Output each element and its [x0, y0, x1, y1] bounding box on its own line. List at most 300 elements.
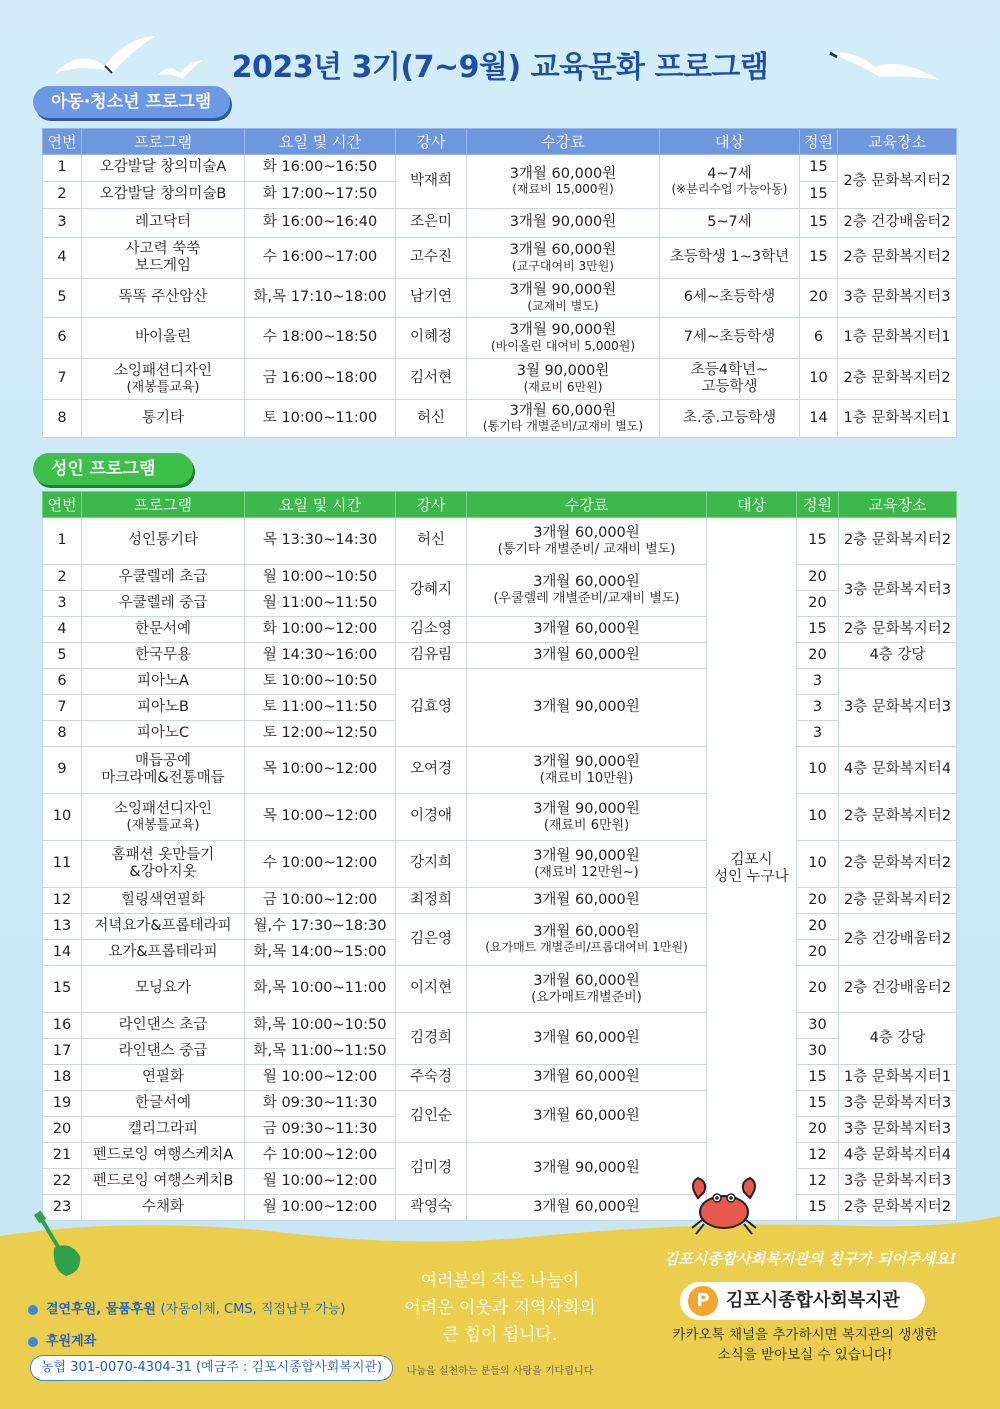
row-number: 10: [43, 794, 82, 841]
kids-section-label: 아동·청소년 프로그램: [33, 86, 230, 118]
adult-program-table: [42, 491, 957, 1221]
schedule: 화,목 17:10~18:00: [245, 279, 396, 318]
fee-amount: 3개월 90,000원: [509, 282, 617, 299]
program-name: 한문서예: [82, 617, 245, 643]
capacity: 3: [797, 695, 839, 721]
schedule: 월 11:00~11:50: [245, 591, 396, 617]
teacher: 곽영숙: [396, 1195, 467, 1221]
row-number: 5: [43, 279, 82, 318]
program-name: 똑똑 주산암산: [82, 279, 245, 318]
fee: [467, 359, 660, 400]
schedule: 화,목 10:00~11:00: [245, 966, 396, 1013]
teacher: 박재희: [396, 155, 467, 209]
program-name: 저녁요가&프롭테라피: [82, 914, 245, 940]
kakao-desc-line1: 카카오톡 채널을 추가하시면 복지관의 생생한: [672, 1327, 938, 1343]
program-name: [82, 238, 245, 279]
program-line2: 보드게임: [134, 258, 192, 274]
capacity: 20: [797, 591, 839, 617]
fee: [467, 400, 660, 438]
row-number: 17: [43, 1039, 82, 1065]
message-line1: 여러분의 작은 나눔이: [420, 1271, 580, 1291]
header-cell: 대상: [660, 129, 800, 155]
fee: [467, 914, 707, 966]
bullet-dot-icon: [28, 1305, 38, 1315]
program-name: [82, 794, 245, 841]
kakao-p-icon: P: [688, 1286, 718, 1316]
table-row: [43, 841, 957, 888]
program-name: 연필화: [82, 1065, 245, 1091]
fee-amount: 3개월 60,000원: [533, 574, 640, 590]
place: 2층 문화복지터2: [839, 888, 957, 914]
schedule: 수 16:00~17:00: [245, 238, 396, 279]
row-number: 7: [43, 695, 82, 721]
program-name: 한국무용: [82, 643, 245, 669]
teacher: 강혜지: [396, 565, 467, 617]
row-number: 3: [43, 591, 82, 617]
teacher: 고수진: [396, 238, 467, 279]
program-name: 피아노A: [82, 669, 245, 695]
program-name: [82, 747, 245, 794]
teacher: 김미경: [396, 1143, 467, 1195]
row-number: 9: [43, 747, 82, 794]
table-row: [43, 565, 957, 591]
header-cell: 요일 및 시간: [245, 129, 396, 155]
schedule: 화 16:00~16:50: [245, 155, 396, 182]
program-name: [82, 841, 245, 888]
place: 2층 건강배움터2: [838, 209, 957, 238]
row-number: 4: [43, 617, 82, 643]
teacher: 이경애: [396, 794, 467, 841]
target: [660, 359, 800, 400]
header-cell: 연번: [43, 129, 82, 155]
program-line2: &강아지옷: [129, 864, 197, 880]
schedule: 화 17:00~17:50: [245, 182, 396, 209]
schedule: 화,목 10:00~10:50: [245, 1013, 396, 1039]
capacity: 20: [797, 1117, 839, 1143]
program-line2: 마크라메&전통매듭: [101, 770, 225, 786]
capacity: 20: [800, 279, 838, 318]
row-number: 16: [43, 1013, 82, 1039]
fee: 3개월 90,000원: [467, 209, 660, 238]
schedule: 토 10:00~11:00: [245, 400, 396, 438]
capacity: 15: [797, 617, 839, 643]
row-number: 12: [43, 888, 82, 914]
teacher: 김경희: [396, 1013, 467, 1065]
row-number: 2: [43, 565, 82, 591]
row-number: 20: [43, 1117, 82, 1143]
fee: 3개월 60,000원: [467, 1195, 707, 1221]
fee-amount: 3개월 90,000원: [509, 322, 617, 339]
target: 초.중.고등학생: [660, 400, 800, 438]
support-note: (자동이체, CMS, 직접납부 가능): [160, 1302, 346, 1317]
header-cell: 정원: [800, 129, 838, 155]
row-number: 18: [43, 1065, 82, 1091]
place: 4층 문화복지터4: [839, 1143, 957, 1169]
capacity: 20: [797, 966, 839, 1013]
account-line: [28, 1330, 96, 1349]
teacher: 강지희: [396, 841, 467, 888]
fee: [467, 565, 707, 617]
header-cell: 연번: [43, 492, 82, 518]
fee: [467, 794, 707, 841]
target: [707, 518, 797, 1221]
program-line1: 소잉패션디자인: [113, 800, 213, 817]
schedule: 월,수 17:30~18:30: [245, 914, 396, 940]
target-line1: 김포시: [730, 851, 773, 868]
table-row: [43, 1143, 957, 1169]
table-row: [43, 1013, 957, 1039]
row-number: 8: [43, 721, 82, 747]
program-name: 통기타: [82, 400, 245, 438]
fee-note: (재료비 6만원): [523, 379, 603, 394]
capacity: 15: [797, 1091, 839, 1117]
program-name: 오감발달 창의미술B: [82, 182, 245, 209]
teacher: 남기연: [396, 279, 467, 318]
header-cell: 수강료: [467, 492, 707, 518]
page-title: 2023년 3기(7~9월) 교육문화 프로그램: [231, 50, 769, 85]
place: 3층 문화복지터3: [839, 565, 957, 617]
schedule: 화,목 11:00~11:50: [245, 1039, 396, 1065]
row-number: 7: [43, 359, 82, 400]
schedule: 수 10:00~12:00: [245, 1143, 396, 1169]
shovel-icon: [28, 1210, 88, 1280]
kakao-channel-name: 김포시종합사회복지관: [726, 1290, 900, 1311]
place: 4층 강당: [839, 1013, 957, 1065]
target: 초등학생 1~3학년: [660, 238, 800, 279]
table-row: [43, 1065, 957, 1091]
place: 2층 문화복지터2: [839, 841, 957, 888]
fee-amount: 3월 90,000원: [516, 363, 610, 380]
capacity: 15: [800, 209, 838, 238]
header-cell: 대상: [707, 492, 797, 518]
row-number: 1: [43, 155, 82, 182]
message-line2: 어려운 이웃과 지역사회의: [404, 1298, 596, 1318]
program-name: 힐링색연필화: [82, 888, 245, 914]
row-number: 19: [43, 1091, 82, 1117]
table-row: [43, 669, 957, 695]
fee: [467, 841, 707, 888]
program-name: 라인댄스 초급: [82, 1013, 245, 1039]
row-number: 21: [43, 1143, 82, 1169]
schedule: 월 10:00~10:50: [245, 565, 396, 591]
place: 1층 문화복지터1: [838, 400, 957, 438]
capacity: 15: [800, 182, 838, 209]
fee: 3개월 60,000원: [467, 888, 707, 914]
teacher: 허신: [396, 518, 467, 565]
crab-icon: [684, 1170, 764, 1240]
schedule: 금 10:00~12:00: [245, 888, 396, 914]
account-label: 후원계좌: [46, 1334, 97, 1349]
target-line2: 성인 누구나: [714, 869, 789, 885]
program-name: 펜드로잉 여행스케치A: [82, 1143, 245, 1169]
capacity: 10: [800, 359, 838, 400]
table-row: [43, 155, 957, 182]
row-number: 13: [43, 914, 82, 940]
teacher: 최정희: [396, 888, 467, 914]
fee: 3개월 90,000원: [467, 669, 707, 747]
fee-note: (재료비 12만원~): [534, 864, 639, 880]
row-number: 11: [43, 841, 82, 888]
schedule: 수 18:00~18:50: [245, 318, 396, 359]
capacity: 15: [797, 1195, 839, 1221]
bullet-dot-icon: [28, 1337, 38, 1347]
fee-amount: 3개월 90,000원: [533, 800, 640, 817]
fee: [467, 518, 707, 565]
capacity: 3: [797, 721, 839, 747]
kids-program-table: [42, 128, 957, 438]
teacher: 허신: [396, 400, 467, 438]
teacher: 이지현: [396, 966, 467, 1013]
place: 2층 문화복지터2: [838, 155, 957, 209]
table-header: [43, 129, 957, 155]
target: [660, 155, 800, 209]
place: 2층 문화복지터2: [838, 359, 957, 400]
capacity: 15: [797, 1065, 839, 1091]
support-line: [28, 1298, 345, 1317]
fee-note: (재료비 10만원): [539, 770, 634, 786]
place: 3층 문화복지터3: [839, 1117, 957, 1143]
program-line2: (재봉틀교육): [126, 379, 200, 395]
schedule: 화,목 14:00~15:00: [245, 940, 396, 966]
fee-note: (재료비 15,000원): [512, 182, 614, 197]
header-cell: 프로그램: [82, 492, 245, 518]
teacher: 김서현: [396, 359, 467, 400]
capacity: 6: [800, 318, 838, 359]
capacity: 15: [800, 155, 838, 182]
fee-amount: 3개월 60,000원: [509, 165, 617, 182]
fee-amount: 3개월 90,000원: [533, 847, 640, 864]
program-name: 수채화: [82, 1195, 245, 1221]
target: 6세~초등학생: [660, 279, 800, 318]
program-name: [82, 359, 245, 400]
capacity: 10: [797, 747, 839, 794]
kakao-invite: 김포시종합사회복지관의 친구가 되어주세요!: [663, 1250, 957, 1268]
place: 3층 문화복지터3: [839, 1169, 957, 1195]
capacity: 20: [797, 940, 839, 966]
kakao-description: [660, 1325, 950, 1365]
program-name: 라인댄스 중급: [82, 1039, 245, 1065]
table-row: [43, 279, 957, 318]
fee-note: (바이올린 대여비 5,000원): [490, 338, 636, 353]
table-row: [43, 400, 957, 438]
fee: 3개월 60,000원: [467, 1091, 707, 1143]
fee: [467, 279, 660, 318]
target-note: (※분리수업 가능아동): [671, 182, 788, 197]
teacher: 조은미: [396, 209, 467, 238]
row-number: 8: [43, 400, 82, 438]
schedule: 목 10:00~12:00: [245, 794, 396, 841]
table-row: [43, 518, 957, 565]
table-row: [43, 966, 957, 1013]
schedule: 토 12:00~12:50: [245, 721, 396, 747]
row-number: 23: [43, 1195, 82, 1221]
program-name: 레고닥터: [82, 209, 245, 238]
place: 3층 문화복지터3: [838, 279, 957, 318]
support-types: 결연후원, 물품후원: [46, 1302, 156, 1317]
teacher: 이혜정: [396, 318, 467, 359]
place: 1층 문화복지터1: [838, 318, 957, 359]
schedule: 수 10:00~12:00: [245, 841, 396, 888]
program-line2: (재봉틀교육): [126, 817, 200, 833]
table-row: [43, 1091, 957, 1117]
table-row: [43, 794, 957, 841]
row-number: 2: [43, 182, 82, 209]
capacity: 12: [797, 1143, 839, 1169]
table-row: [43, 643, 957, 669]
place: 3층 문화복지터3: [839, 669, 957, 747]
fee-note: (통기타 개별준비/교재비 별도): [482, 419, 644, 434]
place: 2층 문화복지터2: [839, 794, 957, 841]
fee: [467, 155, 660, 209]
schedule: 토 11:00~11:50: [245, 695, 396, 721]
schedule: 목 13:30~14:30: [245, 518, 396, 565]
table-row: [43, 747, 957, 794]
header-cell: 교육장소: [839, 492, 957, 518]
fee-amount: 3개월 60,000원: [533, 524, 640, 541]
header-cell: 강사: [396, 129, 467, 155]
fee-note: (요가매트 개별준비/프롭대여비 1만원): [485, 940, 688, 955]
fee: [467, 966, 707, 1013]
fee-note: (우쿨렐레 개별준비/교재비 별도): [493, 591, 680, 607]
program-name: 우쿨렐레 중급: [82, 591, 245, 617]
program-name: 요가&프롭테라피: [82, 940, 245, 966]
donation-message: [400, 1268, 600, 1349]
fee-note: (통기타 개별준비/ 교재비 별도): [497, 541, 676, 557]
header-cell: 수강료: [467, 129, 660, 155]
target: 7세~초등학생: [660, 318, 800, 359]
place: 1층 문화복지터1: [839, 1065, 957, 1091]
place: 2층 건강배움터2: [839, 914, 957, 966]
account-number: 농협 301-0070-4304-31 (예금주 : 김포시종합사회복지관): [30, 1355, 393, 1381]
schedule: 화 16:00~16:40: [245, 209, 396, 238]
teacher: 김유림: [396, 643, 467, 669]
header-cell: 강사: [396, 492, 467, 518]
fee: 3개월 60,000원: [467, 1013, 707, 1065]
table-row: [43, 318, 957, 359]
row-number: 4: [43, 238, 82, 279]
table-row: [43, 914, 957, 940]
header-cell: 요일 및 시간: [245, 492, 396, 518]
fee: [467, 238, 660, 279]
schedule: 금 16:00~18:00: [245, 359, 396, 400]
row-number: 22: [43, 1169, 82, 1195]
fee: 3개월 60,000원: [467, 617, 707, 643]
row-number: 6: [43, 669, 82, 695]
capacity: 20: [797, 888, 839, 914]
fee-note: (교구대여비 3만원): [512, 258, 614, 273]
fee-note: (재료비 6만원): [543, 817, 630, 833]
schedule: 월 10:00~12:00: [245, 1195, 396, 1221]
schedule: 화 09:30~11:30: [245, 1091, 396, 1117]
header-cell: 교육장소: [838, 129, 957, 155]
teacher: 김은영: [396, 914, 467, 966]
table-header: [43, 492, 957, 518]
message-line3: 큰 힘이 됩니다.: [442, 1325, 558, 1345]
capacity: 10: [797, 794, 839, 841]
program-line1: 소잉패션디자인: [113, 362, 213, 379]
row-number: 6: [43, 318, 82, 359]
header-cell: 정원: [797, 492, 839, 518]
capacity: 3: [797, 669, 839, 695]
table-row: [43, 359, 957, 400]
fee-note: (교재비 별도): [527, 298, 599, 313]
donation-submessage: 나눔을 실천하는 분들의 사랑을 기다립니다: [406, 1366, 594, 1377]
program-name: 캘리그라피: [82, 1117, 245, 1143]
fee: 3개월 90,000원: [467, 1143, 707, 1195]
teacher: 오여경: [396, 747, 467, 794]
capacity: 30: [797, 1039, 839, 1065]
fee: 3개월 60,000원: [467, 1065, 707, 1091]
place: 4층 문화복지터4: [839, 747, 957, 794]
program-name: 한글서예: [82, 1091, 245, 1117]
header-cell: 프로그램: [82, 129, 245, 155]
fee-amount: 3개월 60,000원: [509, 242, 617, 259]
target-text: 4~7세: [707, 165, 752, 182]
program-name: 오감발달 창의미술A: [82, 155, 245, 182]
table-row: [43, 238, 957, 279]
table-row: [43, 617, 957, 643]
teacher: 주숙경: [396, 1065, 467, 1091]
kakao-channel-button[interactable]: [680, 1282, 925, 1320]
program-name: 피아노B: [82, 695, 245, 721]
fee-amount: 3개월 60,000원: [509, 402, 617, 419]
row-number: 1: [43, 518, 82, 565]
place: 2층 문화복지터2: [838, 238, 957, 279]
kakao-desc-line2: 소식을 받아보실 수 있습니다!: [717, 1347, 893, 1363]
schedule: 월 10:00~12:00: [245, 1169, 396, 1195]
table-row: [43, 888, 957, 914]
row-number: 15: [43, 966, 82, 1013]
capacity: 20: [797, 914, 839, 940]
fee-note: (요가매트개별준비): [531, 989, 642, 1005]
capacity: 20: [797, 565, 839, 591]
capacity: 20: [797, 643, 839, 669]
program-name: 성인통기타: [82, 518, 245, 565]
capacity: 15: [800, 238, 838, 279]
fee-amount: 3개월 90,000원: [533, 753, 640, 770]
schedule: 화 10:00~12:00: [245, 617, 396, 643]
program-name: 피아노C: [82, 721, 245, 747]
fee-amount: 3개월 60,000원: [533, 923, 640, 940]
program-line1: 홈패션 옷만들기: [111, 846, 215, 863]
program-line1: 매듭공예: [134, 752, 192, 769]
place: 2층 문화복지터2: [839, 1195, 957, 1221]
program-name: 바이올린: [82, 318, 245, 359]
place: 2층 문화복지터2: [839, 617, 957, 643]
adult-section-label: 성인 프로그램: [33, 453, 193, 485]
row-number: 14: [43, 940, 82, 966]
program-name: 펜드로잉 여행스케치B: [82, 1169, 245, 1195]
target-line1: 초등4학년~: [690, 361, 769, 378]
capacity: 12: [797, 1169, 839, 1195]
capacity: 10: [797, 841, 839, 888]
place: 2층 건강배움터2: [839, 966, 957, 1013]
capacity: 15: [797, 518, 839, 565]
place: 4층 강당: [839, 643, 957, 669]
schedule: 월 14:30~16:00: [245, 643, 396, 669]
schedule: 월 10:00~12:00: [245, 1065, 396, 1091]
fee-amount: 3개월 60,000원: [533, 972, 640, 989]
fee: [467, 747, 707, 794]
schedule: 토 10:00~10:50: [245, 669, 396, 695]
capacity: 14: [800, 400, 838, 438]
row-number: 5: [43, 643, 82, 669]
place: 3층 문화복지터3: [839, 1091, 957, 1117]
program-name: 모닝요가: [82, 966, 245, 1013]
fee: [467, 318, 660, 359]
program-name: 우쿨렐레 초급: [82, 565, 245, 591]
teacher: 김소영: [396, 617, 467, 643]
